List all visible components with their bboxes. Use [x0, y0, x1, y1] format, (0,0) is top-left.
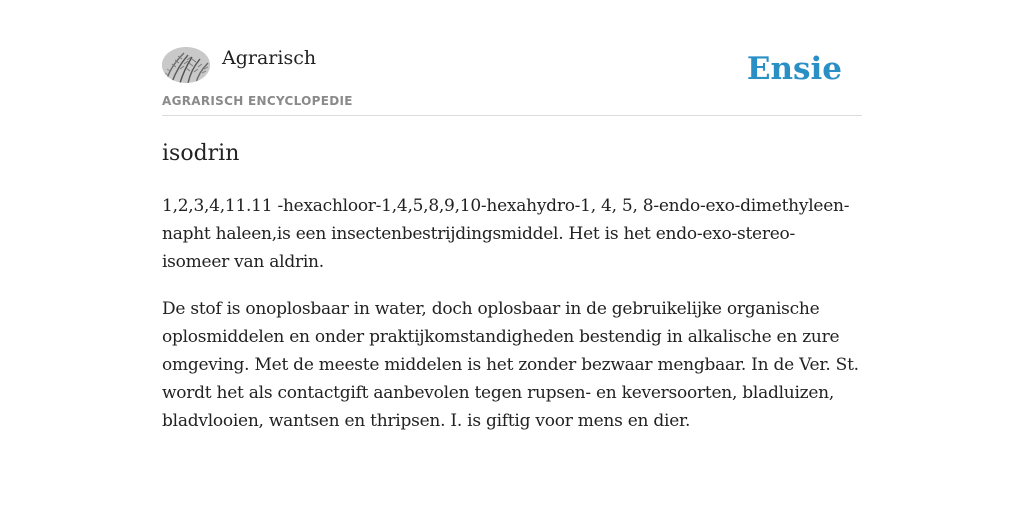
article-title: isodrin — [162, 141, 240, 166]
article-paragraph: De stof is onoplosbaar in water, doch oplosbaar in de gebruikelijke organische oplosmiddelen en onder praktijkomstandigheden bestendig in alkalische en zure omgeving. Met de meeste middelen is het zonder bezwaar mengbaar. In de Ver. St. wordt het als contactgift aanbevolen tegen rupsen- en keversoorten, bladluizen, bladvlooien, wantsen en thripsen. I. is giftig voor mens en dier. — [162, 299, 859, 431]
ensie-logo-link[interactable]: Ensie — [746, 51, 842, 87]
source-name[interactable]: Agrarisch — [222, 47, 317, 69]
header — [162, 0, 862, 116]
article-paragraph: 1,2,3,4,11.11 -hexachloor-1,4,5,8,9,10-hexahydro-1, 4, 5, 8-endo-exo-dimethyleen-napht haleen,is een insectenbestrijdingsmiddel. Het is het endo-exo-stereo-isomeer van aldrin. — [162, 196, 850, 272]
page — [162, 0, 862, 512]
wheat-icon[interactable] — [162, 47, 210, 83]
article-body — [162, 192, 862, 454]
source-subtitle[interactable]: AGRARISCH ENCYCLOPEDIE — [162, 94, 353, 108]
